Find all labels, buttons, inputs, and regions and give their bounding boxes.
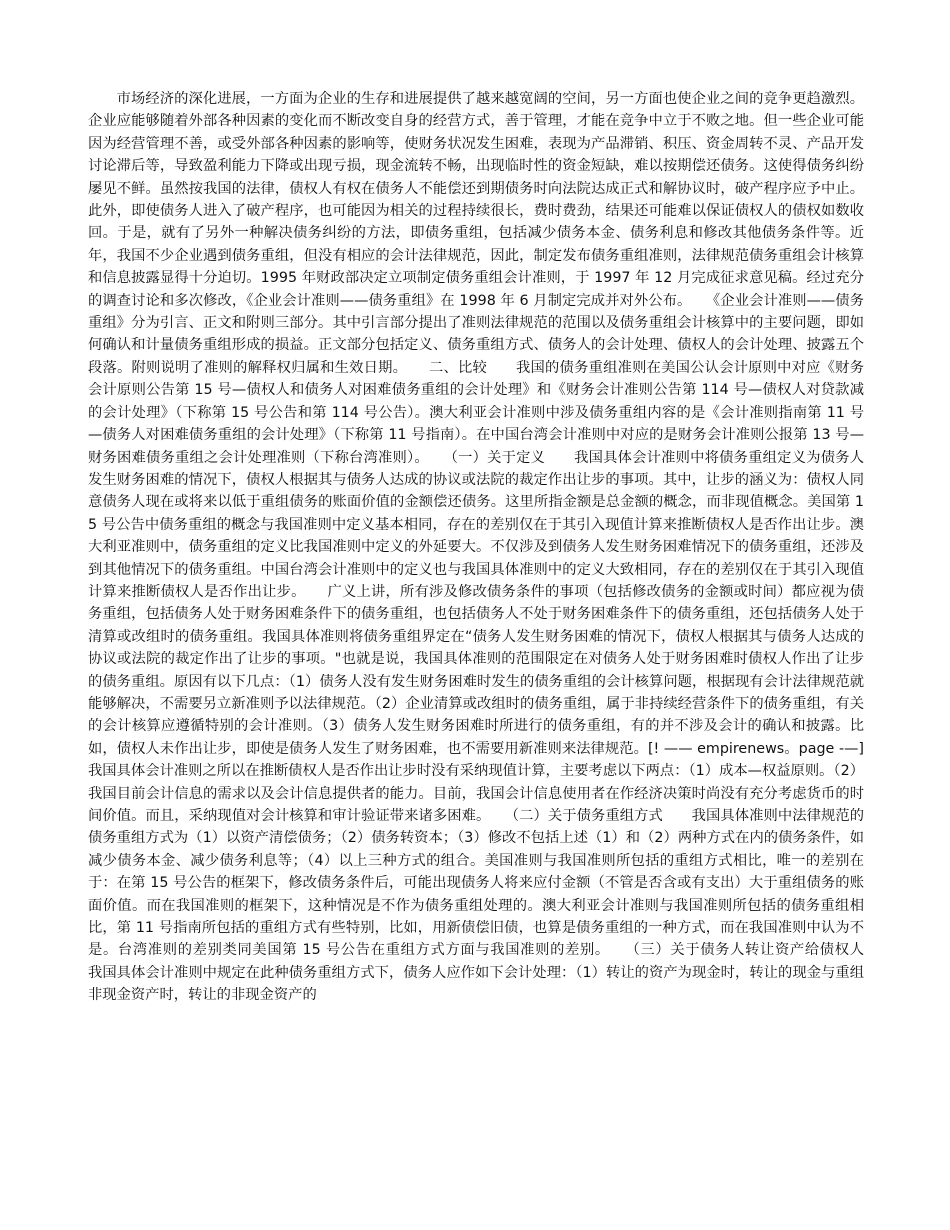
document-page bbox=[88, 88, 893, 1007]
body-paragraph: 市场经济的深化进展，一方面为企业的生存和进展提供了越来越宽阔的空间，另一方面也使企业之间的竞争更趋激烈。企业应能够随着外部各种因素的变化而不断改变自身的经营方式，善于管理，才能在竞争中立于不败之地。但一些企业可能因为经营管理不善，或受外部各种因素的影响等，使财务状况发生困难，表现为产品滞销、积压、资金周转不灵、产品开发讨论滞后等，导致盈利能力下降或出现亏损，现金流转不畅，出现临时性的资金短缺，难以按期偿还债务。这使得债务纠纷屡见不鲜。虽然按我国的法律，债权人有权在债务人不能偿还到期债务时向法院达成正式和解协议时，破产程序应予中止。此外，即使债务人进入了破产程序，也可能因为相关的过程持续很长，费时费劲，结果还可能难以保证债权人的债权如数收回。于是，就有了另外一种解决债务纠纷的方法，即债务重组，包括减少债务本金、债务利息和修改其他债务条件等。近年，我国不少企业遇到债务重组，但没有相应的会计法律规范，因此，制定发布债务重组准则，法律规范债务重组会计核算和信息披露显得十分迫切。1995 年财政部决定立项制定债务重组会计准则，于 1997 年 12 月完成征求意见稿。经过充分的调查讨论和多次修改，《企业会计准则——债务重组》在 1998 年 6 月制定完成并对外公布。 《企业会计准则——债务重组》分为引言、正文和附则三部分。其中引言部分提出了准则法律规范的范围以及债务重组会计核算中的主要问题，即如何确认和计量债务重组形成的损益。正文部分包括定义、债务重组方式、债务人的会计处理、债权人的会计处理、披露五个段落。附则说明了准则的解释权归属和生效日期。 二、比较 我国的债务重组准则在美国公认会计原则中对应《财务会计原则公告第 15 号—债权人和债务人对困难债务重组的会计处理》和《财务会计准则公告第 114 号—债权人对贷款减的会计处理》（下称第 15 号公告和第 114 号公告）。澳大利亚会计准则中涉及债务重组内容的是《会计准则指南第 11 号—债务人对困难债务重组的会计处理》（下称第 11 号指南）。在中国台湾会计准则中对应的是财务会计准则公报第 13 号—财务困难债务重组之会计处理准则（下称台湾准则）。 （一）关于定义 我国具体会计准则中将债务重组定义为债务人发生财务困难的情况下，债权人根据其与债务人达成的协议或法院的裁定作出让步的事项。其中，让步的涵义为：债权人同意债务人现在或将来以低于重组债务的账面价值的金额偿还债务。这里所指金额是总金额的概念，而非现值概念。美国第 15 号公告中债务重组的概念与我国准则中定义基本相同，存在的差别仅在于其引入现值计算来推断债权人是否作出让步。澳大利亚准则中，债务重组的定义比我国准则中定义的外延要大。不仅涉及到债务人发生财务困难情况下的债务重组，还涉及到其他情况下的债务重组。中国台湾会计准则中的定义也与我国具体准则中的定义大致相同，存在的差别仅在于其引入现值计算来推断债权人是否作出让步。 广义上讲，所有涉及修改债务条件的事项（包括修改债务的金额或时间）都应视为债务重组，包括债务人处于财务困难条件下的债务重组，也包括债务人不处于财务困难条件下的债务重组，还包括债务人处于清算或改组时的债务重组。我国具体准则将债务重组界定在“债务人发生财务困难的情况下，债权人根据其与债务人达成的协议或法院的裁定作出了让步的事项。"也就是说，我国具体准则的范围限定在对债务人处于财务困难时债权人作出了让步的债务重组。原因有以下几点：（1）债务人没有发生财务困难时发生的债务重组的会计核算问题，根据现有会计法律规范就能够解决，不需要另立新准则予以法律规范。（2）企业清算或改组时的债务重组，属于非持续经营条件下的债务重组，有关的会计核算应遵循特别的会计准则。（3）债务人发生财务困难时所进行的债务重组，有的并不涉及会计的确认和披露。比如，债权人未作出让步，即使是债务人发生了财务困难，也不需要用新准则来法律规范。[! —— empirenews。page -—] 我国具体会计准则之所以在推断债权人是否作出让步时没有采纳现值计算，主要考虑以下两点：（1）成本—权益原则。（2）我国目前会计信息的需求以及会计信息提供者的能力。目前，我国会计信息使用者在作经济决策时尚没有充分考虑货币的时间价值。而且，采纳现值对会计核算和审计验证带来诸多困难。 （二）关于债务重组方式 我国具体准则中法律规范的债务重组方式为（1）以资产清偿债务；（2）债务转资本；（3）修改不包括上述（1）和（2）两种方式在内的债务条件，如减少债务本金、减少债务利息等；（4）以上三种方式的组合。美国准则与我国准则所包括的重组方式相比，唯一的差别在于：在第 15 号公告的框架下，修改债务条件后，可能出现债务人将来应付金额（不管是否含或有支出）大于重组债务的账面价值。而在我国准则的框架下，这种情况是不作为债务重组处理的。澳大利亚会计准则与我国准则所包括的债务重组相比，第 11 号指南所包括的重组方式有些特别，比如，用新债偿旧债，也算是债务重组的一种方式，而在我国准则中认为不是。台湾准则的差别类同美国第 15 号公告在重组方式方面与我国准则的差别。 （三）关于债务人转让资产给债权人 我国具体会计准则中规定在此种债务重组方式下，债务人应作如下会计处理：（1）转让的资产为现金时，转让的现金与重组非现金资产时，转让的非现金资产的 bbox=[88, 91, 893, 1004]
